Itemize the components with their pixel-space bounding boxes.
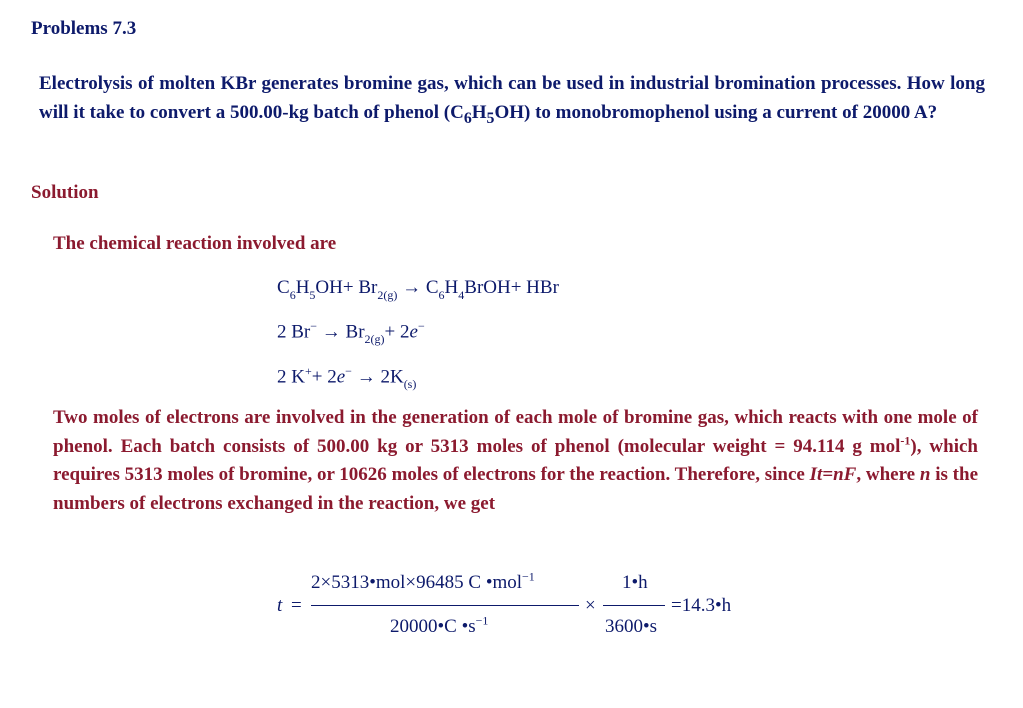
variable-t: t	[277, 595, 283, 616]
subscript: 2(g)	[377, 287, 398, 302]
problem-text-c: OH) to monobromophenol using a current of 20000 A?	[494, 101, 938, 123]
reaction-equation-1	[277, 277, 559, 302]
fraction-1-denominator	[390, 613, 489, 638]
eq-term: C	[277, 277, 290, 298]
eq-term: + 2	[311, 366, 337, 388]
equals-sign: =	[291, 595, 302, 616]
result-value: =14.3•h	[671, 595, 732, 616]
fraction-bar	[311, 605, 579, 606]
eq-term: BrOH+ HBr	[464, 277, 559, 298]
fraction-1-numerator	[311, 569, 535, 594]
superscript: −	[345, 364, 352, 378]
reaction-equation-2	[277, 319, 425, 346]
superscript: −1	[522, 569, 535, 584]
explanation-text: is the numbers of electrons exchanged in the reaction, we get	[53, 464, 978, 514]
variable-n: n	[919, 464, 931, 485]
subscript: 6	[289, 287, 296, 302]
subscript: 6	[463, 109, 472, 127]
subscript: 6	[438, 287, 445, 302]
eq-term: H	[444, 277, 459, 298]
eq-term: OH+ Br	[315, 277, 378, 298]
arrow-icon: →	[317, 321, 346, 343]
arrow-icon: →	[351, 366, 381, 388]
problem-text-b: H	[471, 101, 487, 123]
denominator-text: 20000•C •s	[390, 616, 476, 637]
problem-heading: Problems 7.3	[31, 18, 137, 39]
eq-term: Br	[345, 321, 365, 343]
subscript: 2(g)	[364, 332, 385, 347]
times-sign: ×	[585, 595, 596, 616]
fraction-bar	[603, 605, 665, 606]
subscript: 5	[486, 109, 495, 127]
problem-statement	[39, 70, 985, 133]
explanation-text: Two moles of electrons are involved in the generation of each mole of bromine gas, which reacts with one mole of phenol. Each batch consists of 500.00 kg or 5313 moles of phenol (molecular weight = 94.114 g mol	[53, 407, 978, 457]
fraction-2-denominator: 3600•s	[605, 616, 658, 637]
electron-symbol: e	[409, 321, 418, 343]
numerator-text: 2×5313•mol×96485 C •mol	[311, 572, 523, 593]
subscript: 4	[458, 287, 465, 302]
eq-term: 2 Br	[277, 321, 311, 343]
electron-symbol: e	[336, 366, 346, 388]
fraction-2-numerator: 1•h	[622, 572, 648, 593]
solution-heading: Solution	[31, 182, 99, 203]
time-calculation-formula	[277, 570, 757, 640]
eq-term: 2 K	[277, 366, 305, 388]
eq-term: + 2	[384, 321, 410, 343]
superscript: +	[304, 364, 312, 378]
solution-intro: The chemical reaction involved are	[53, 233, 337, 254]
subscript: (s)	[403, 377, 417, 392]
explanation-text: , where	[856, 464, 920, 485]
eq-term: 2K	[380, 366, 404, 388]
subscript: 5	[309, 287, 316, 302]
eq-term: H	[295, 277, 310, 298]
solution-explanation	[53, 404, 978, 518]
superscript: -1	[900, 433, 911, 448]
reaction-equation-3	[277, 364, 416, 391]
faraday-relation: It=nF	[809, 464, 857, 485]
superscript: −	[310, 319, 318, 333]
eq-term: C	[425, 277, 439, 298]
superscript: −1	[475, 613, 489, 628]
explanation-text: ), which requires 5313 moles of bromine, or 10626 moles of electrons for the reaction. Therefore, since	[53, 435, 978, 485]
superscript: −	[417, 319, 425, 333]
problem-text-a: Electrolysis of molten KBr generates bromine gas, which can be used in industrial bromination processes. How long will it take to convert a 500.00-kg batch of phenol (C	[39, 73, 985, 123]
arrow-icon: →	[397, 277, 426, 298]
